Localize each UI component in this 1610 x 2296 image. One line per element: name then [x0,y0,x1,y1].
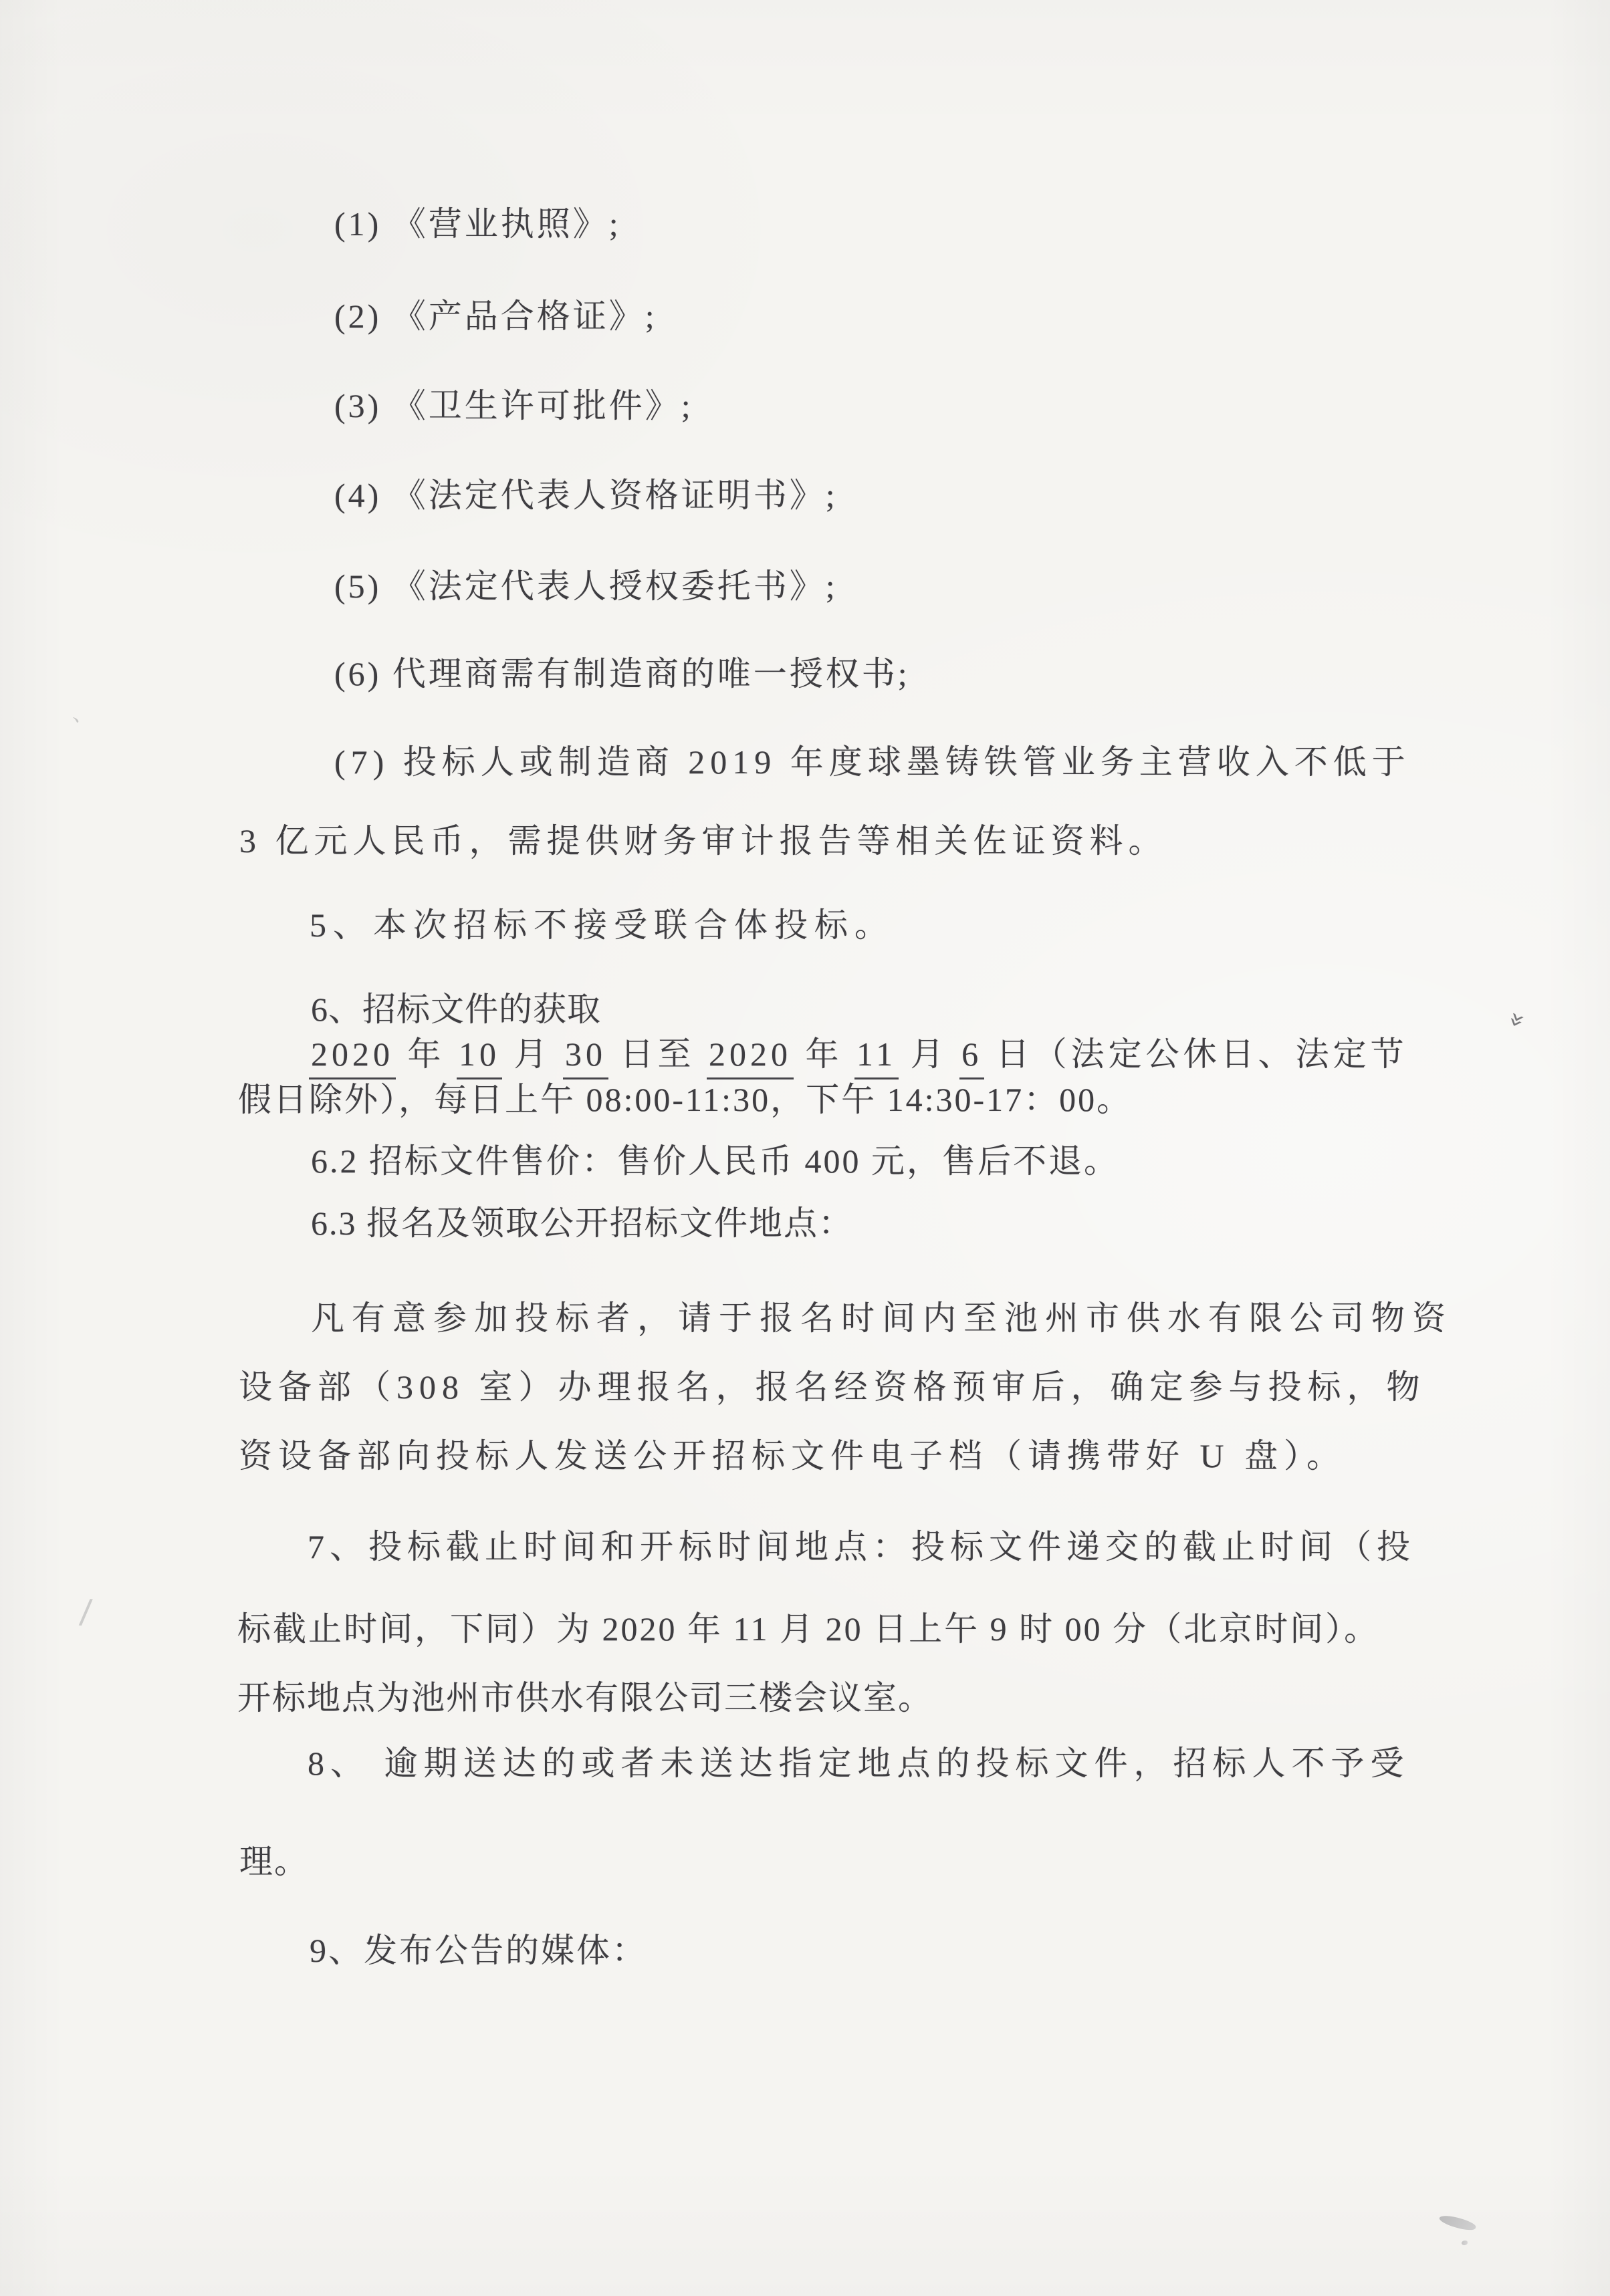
date-line-text: 年 [395,1035,457,1073]
text-line-15: 凡有意参加投标者，请于报名时间内至池州市供水有限公司物资 [311,1299,1453,1337]
text-line-1: (1) 《营业执照》; [334,205,621,243]
text-line-19: 标截止时间，下同）为 2020 年 11 月 20 日上午 9 时 00 分（北京时间）。 [237,1610,1380,1648]
text-line-6: (6) 代理商需有制造商的唯一授权书; [334,655,910,692]
text-line-8: 3 亿元人民币，需提供财务审计报告等相关佐证资料。 [239,822,1167,860]
pencil-smear-bottom-right [1438,2212,1477,2233]
date-line-text: 月 [898,1035,961,1073]
text-line-9: 5、本次招标不接受联合体投标。 [310,906,895,944]
text-line-13: 6.2 招标文件售价：售价人民币 400 元，售后不退。 [311,1142,1119,1180]
text-line-7: (7) 投标人或制造商 2019 年度球墨铸铁管业务主营收入不低于 [334,743,1411,781]
text-line-14: 6.3 报名及领取公开招标文件地点： [311,1204,853,1242]
underlined-date-part: 2020 [309,1035,396,1079]
text-line-4: (4) 《法定代表人资格证明书》; [334,477,838,514]
underlined-date-part: 11 [854,1035,899,1079]
text-line-18: 7、投标截止时间和开标时间地点：投标文件递交的截止时间（投 [308,1528,1415,1565]
text-line-23: 9、发布公告的媒体： [310,1932,647,1969]
pencil-dot-bottom-right [1462,2241,1468,2245]
text-line-10: 6、招标文件的获取 [311,991,601,1028]
date-line-text: 年 [793,1035,855,1073]
date-line-text: 日（法定公休日、法定节 [984,1035,1408,1073]
faint-slash-left-lower: / [78,1591,94,1632]
underlined-date-part: 6 [959,1035,984,1079]
text-line-12: 假日除外），每日上午 08:00-11:30，下午 14:30-17：00。 [238,1081,1133,1118]
faint-mark-left-upper: 、 [72,700,94,726]
underlined-date-part: 2020 [707,1035,794,1079]
text-line-21: 8、 逾期送达的或者未送达指定地点的投标文件，招标人不予受 [308,1745,1410,1782]
text-line-3: (3) 《卫生许可批件》; [334,387,693,424]
text-line-17: 资设备部向投标人发送公开招标文件电子档（请携带好 U 盘）。 [239,1437,1347,1475]
date-line-text: 日至 [608,1035,707,1073]
text-line-11 [310,1034,1408,1074]
ink-speck-right-middle: » [1500,1007,1534,1034]
text-line-22: 理。 [239,1843,309,1880]
text-line-5: (5) 《法定代表人授权委托书》; [334,567,838,605]
underlined-date-part: 10 [457,1035,502,1079]
text-line-2: (2) 《产品合格证》; [334,297,657,335]
date-line-text: 月 [501,1035,564,1073]
text-line-16: 设备部（308 室）办理报名，报名经资格预审后，确定参与投标，物 [239,1368,1426,1406]
text-line-20: 开标地点为池州市供水有限公司三楼会议室。 [237,1679,933,1716]
underlined-date-part: 30 [563,1035,608,1079]
